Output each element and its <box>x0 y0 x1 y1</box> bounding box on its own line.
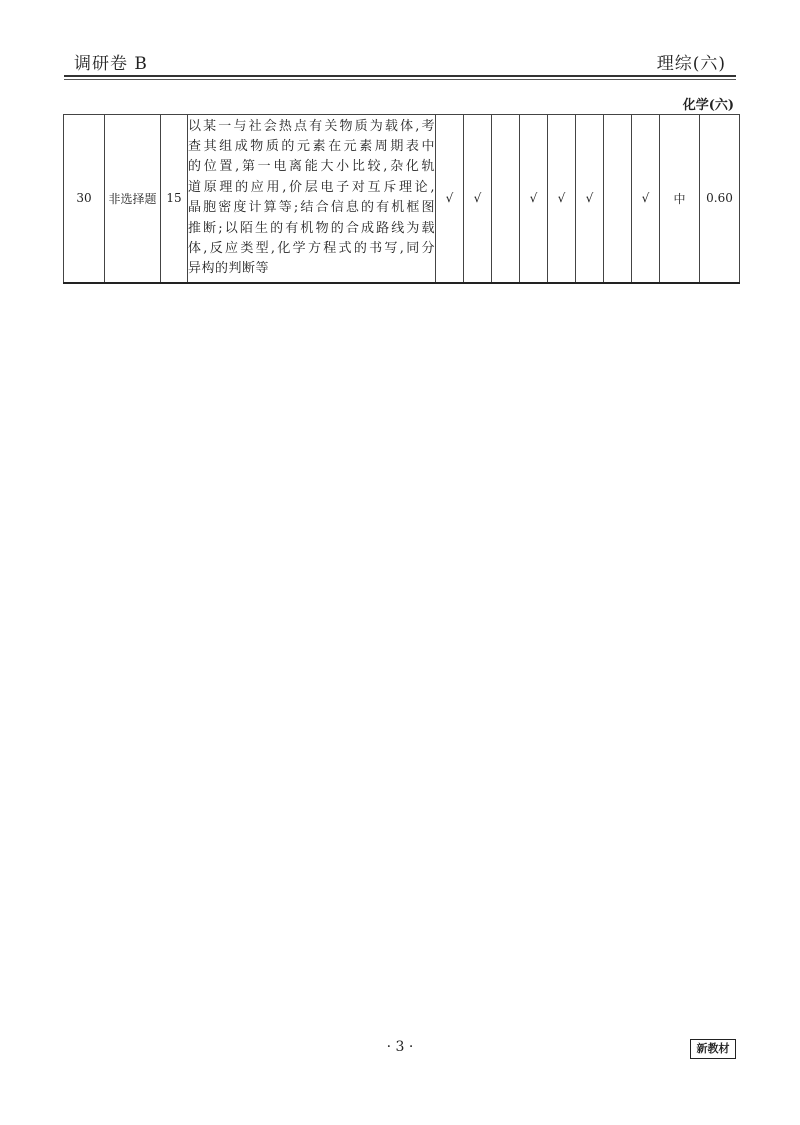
question-number: 30 <box>64 115 105 283</box>
check-cell-3 <box>492 115 520 283</box>
question-type: 非选择题 <box>105 115 161 283</box>
description-line: 异构的判断等 <box>188 261 270 277</box>
coefficient-cell: 0.60 <box>700 115 740 283</box>
check-cell-5: √ <box>548 115 576 283</box>
subject-label: 化学(六) <box>682 98 734 113</box>
header-rule-thin <box>64 79 736 80</box>
question-description <box>188 115 436 283</box>
check-cell-6: √ <box>576 115 604 283</box>
description-line: 晶胞密度计算等;结合信息的有机框图 <box>188 200 435 216</box>
description-line: 推断;以陌生的有机物的合成路线为载 <box>188 220 435 236</box>
description-line: 道原理的应用,价层电子对互斥理论, <box>188 179 435 195</box>
check-cell-2: √ <box>464 115 492 283</box>
difficulty-cell: 中 <box>660 115 700 283</box>
header-subject: 理综(六) <box>656 54 726 74</box>
check-cell-8: √ <box>632 115 660 283</box>
header-title: 调研卷 B <box>74 54 148 74</box>
question-score: 15 <box>161 115 188 283</box>
check-cell-4: √ <box>520 115 548 283</box>
check-cell-1: √ <box>436 115 464 283</box>
description-line: 以某一与社会热点有关物质为载体,考 <box>188 118 435 134</box>
header-rule-thick <box>64 75 736 77</box>
page-number: · 3 · <box>386 1039 414 1055</box>
description-line: 的位置,第一电离能大小比较,杂化轨 <box>188 159 435 175</box>
check-cell-7 <box>604 115 632 283</box>
description-line: 查其组成物质的元素在元素周期表中 <box>188 139 435 155</box>
edition-badge: 新教材 <box>690 1039 736 1059</box>
table-row <box>64 115 740 283</box>
description-line: 体,反应类型,化学方程式的书写,同分 <box>188 241 435 257</box>
question-table <box>63 114 740 284</box>
